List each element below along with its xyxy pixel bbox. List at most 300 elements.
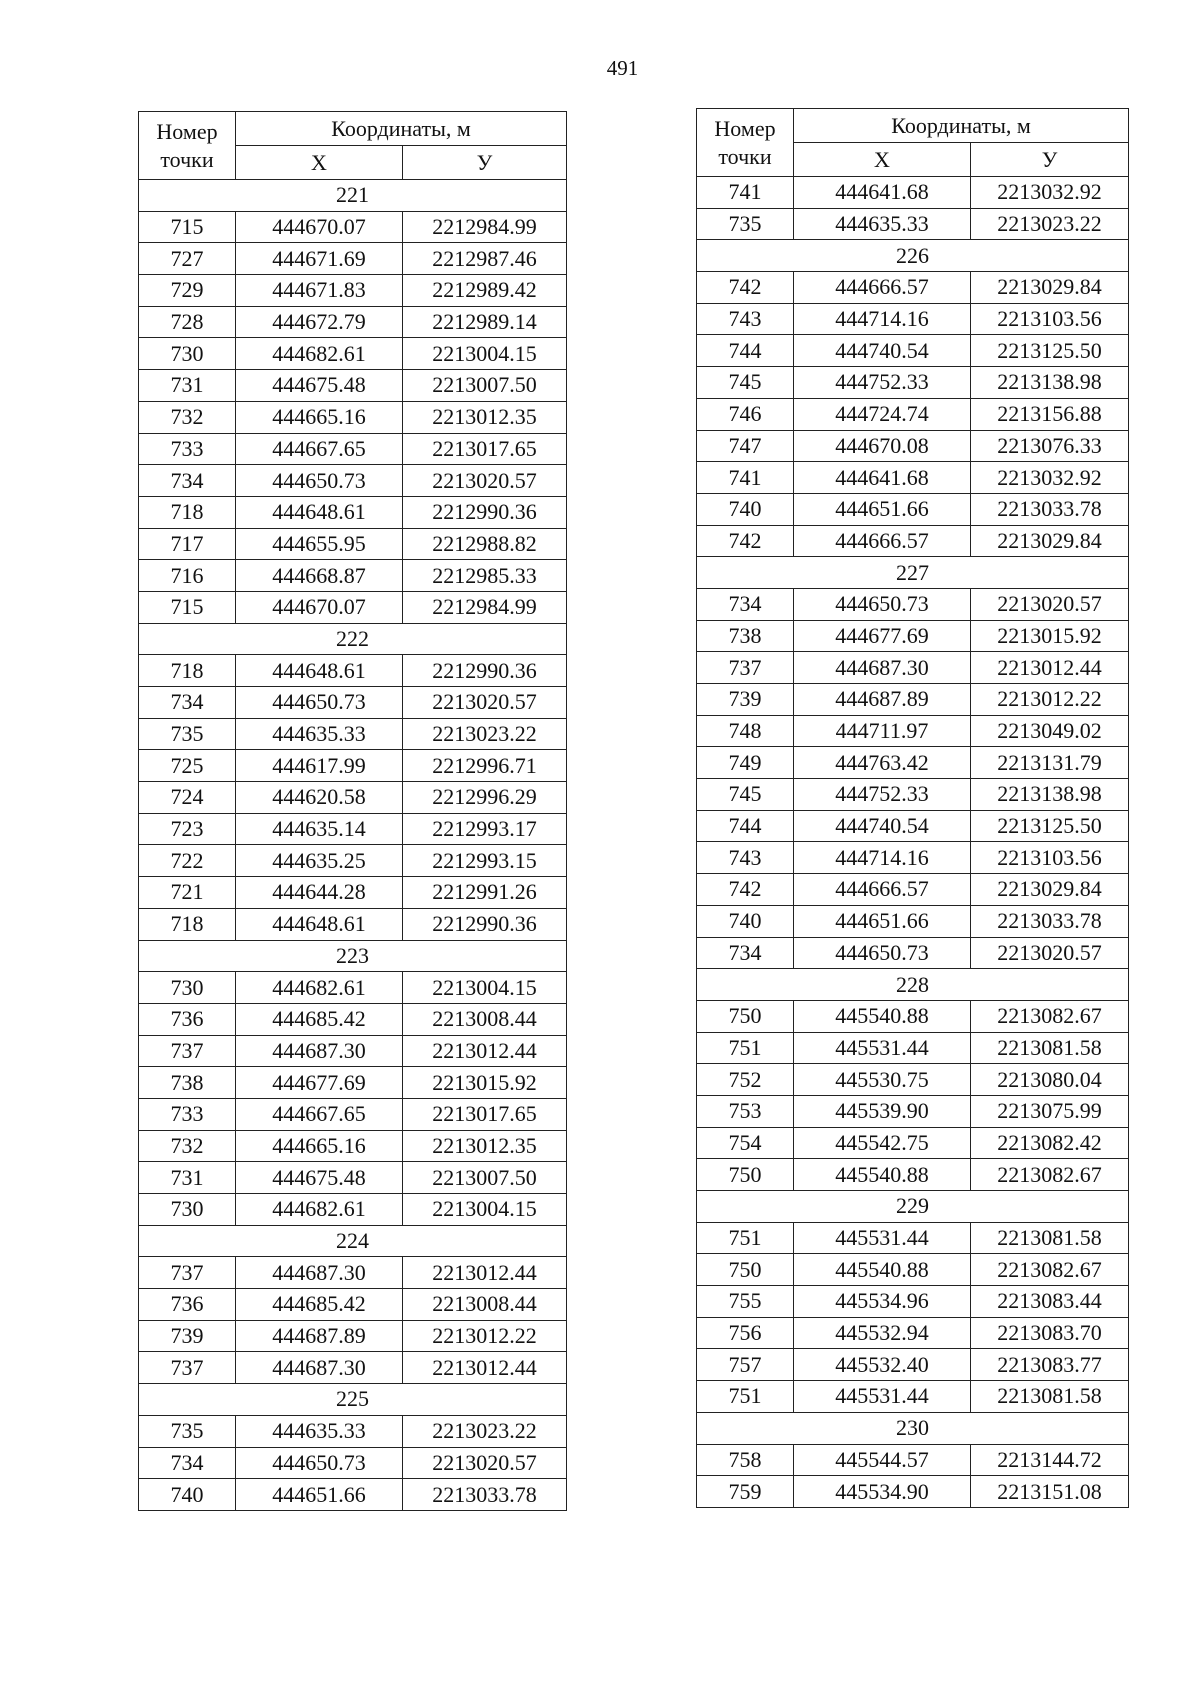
x-coordinate-cell: 444648.61	[236, 496, 403, 528]
y-coordinate-cell: 2213004.15	[403, 972, 567, 1004]
table-row	[697, 1159, 1129, 1191]
section-number: 228	[697, 969, 1129, 1001]
table-row	[139, 1257, 567, 1289]
y-coordinate-cell: 2213012.44	[403, 1257, 567, 1289]
point-number-cell: 748	[697, 715, 794, 747]
y-coordinate-cell: 2213033.78	[971, 905, 1129, 937]
point-number-cell: 723	[139, 813, 236, 845]
table-row	[139, 211, 567, 243]
table-row	[697, 810, 1129, 842]
table-row	[697, 1222, 1129, 1254]
y-coordinate-cell: 2212989.14	[403, 306, 567, 338]
x-coordinate-cell: 445532.40	[794, 1349, 971, 1381]
x-coordinate-cell: 445540.88	[794, 1000, 971, 1032]
y-coordinate-cell: 2213083.77	[971, 1349, 1129, 1381]
table-row	[697, 779, 1129, 811]
x-coordinate-cell: 444687.30	[236, 1257, 403, 1289]
point-number-cell: 741	[697, 177, 794, 209]
x-coordinate-cell: 444752.33	[794, 367, 971, 399]
y-coordinate-cell: 2212993.15	[403, 845, 567, 877]
y-coordinate-cell: 2213082.67	[971, 1254, 1129, 1286]
x-coordinate-cell: 444650.73	[236, 465, 403, 497]
point-number-cell: 746	[697, 398, 794, 430]
y-coordinate-cell: 2213012.22	[403, 1320, 567, 1352]
y-coordinate-cell: 2213020.57	[403, 465, 567, 497]
table-row	[697, 937, 1129, 969]
x-coordinate-cell: 444724.74	[794, 398, 971, 430]
y-coordinate-cell: 2213076.33	[971, 430, 1129, 462]
section-row	[697, 557, 1129, 589]
point-number-cell: 757	[697, 1349, 794, 1381]
point-number-cell: 751	[697, 1381, 794, 1413]
table-row	[697, 588, 1129, 620]
x-coordinate-cell: 444671.69	[236, 243, 403, 275]
x-coordinate-cell: 444665.16	[236, 1130, 403, 1162]
table-row	[697, 620, 1129, 652]
table-row	[697, 335, 1129, 367]
y-coordinate-cell: 2212991.26	[403, 877, 567, 909]
x-coordinate-cell: 444671.83	[236, 275, 403, 307]
table-row	[697, 272, 1129, 304]
table-row	[697, 1317, 1129, 1349]
table-row	[697, 525, 1129, 557]
point-number-cell: 750	[697, 1000, 794, 1032]
section-row	[697, 1191, 1129, 1223]
point-number-cell: 732	[139, 1130, 236, 1162]
y-coordinate-cell: 2213103.56	[971, 842, 1129, 874]
point-number-cell: 732	[139, 401, 236, 433]
table-row	[697, 493, 1129, 525]
y-coordinate-cell: 2213082.42	[971, 1127, 1129, 1159]
x-coordinate-cell: 444617.99	[236, 750, 403, 782]
point-number-cell: 718	[139, 655, 236, 687]
x-coordinate-cell: 444667.65	[236, 433, 403, 465]
x-coordinate-cell: 445530.75	[794, 1064, 971, 1096]
point-number-cell: 737	[139, 1035, 236, 1067]
y-coordinate-cell: 2213151.08	[971, 1476, 1129, 1508]
section-number: 223	[139, 940, 567, 972]
y-coordinate-cell: 2213007.50	[403, 1162, 567, 1194]
point-number-cell: 747	[697, 430, 794, 462]
y-column-header: У	[971, 143, 1129, 177]
y-coordinate-cell: 2213020.57	[971, 588, 1129, 620]
table-row	[697, 715, 1129, 747]
table-row	[697, 874, 1129, 906]
x-coordinate-cell: 444687.30	[794, 652, 971, 684]
table-row	[139, 1320, 567, 1352]
table-row	[139, 496, 567, 528]
table-row	[139, 750, 567, 782]
table-row	[697, 1254, 1129, 1286]
point-number-cell: 735	[697, 208, 794, 240]
point-number-cell: 718	[139, 908, 236, 940]
table-row	[697, 430, 1129, 462]
point-number-cell: 736	[139, 1289, 236, 1321]
y-coordinate-cell: 2213023.22	[971, 208, 1129, 240]
x-coordinate-cell: 444682.61	[236, 972, 403, 1004]
x-coordinate-cell: 445542.75	[794, 1127, 971, 1159]
point-number-cell: 730	[139, 1194, 236, 1226]
table-row	[697, 367, 1129, 399]
y-coordinate-cell: 2213032.92	[971, 177, 1129, 209]
section-row	[139, 1225, 567, 1257]
section-number: 229	[697, 1191, 1129, 1223]
x-coordinate-cell: 445531.44	[794, 1032, 971, 1064]
table-row	[139, 1003, 567, 1035]
table-row	[139, 655, 567, 687]
y-coordinate-cell: 2212989.42	[403, 275, 567, 307]
point-number-cell: 735	[139, 718, 236, 750]
coordinates-header: Координаты, м	[236, 112, 567, 146]
table-row	[139, 845, 567, 877]
y-coordinate-cell: 2212993.17	[403, 813, 567, 845]
point-number-cell: 715	[139, 211, 236, 243]
table-row	[139, 401, 567, 433]
point-number-cell: 738	[697, 620, 794, 652]
table-row	[139, 1130, 567, 1162]
point-number-cell: 734	[697, 937, 794, 969]
table-row	[139, 338, 567, 370]
table-row	[139, 528, 567, 560]
x-coordinate-cell: 444687.30	[236, 1352, 403, 1384]
x-coordinate-cell: 444666.57	[794, 874, 971, 906]
point-number-cell: 725	[139, 750, 236, 782]
y-coordinate-cell: 2213081.58	[971, 1222, 1129, 1254]
y-coordinate-cell: 2213023.22	[403, 718, 567, 750]
x-coordinate-cell: 444666.57	[794, 525, 971, 557]
y-coordinate-cell: 2213049.02	[971, 715, 1129, 747]
y-coordinate-cell: 2212988.82	[403, 528, 567, 560]
section-number: 227	[697, 557, 1129, 589]
y-coordinate-cell: 2213138.98	[971, 779, 1129, 811]
x-coordinate-cell: 444635.25	[236, 845, 403, 877]
y-coordinate-cell: 2213029.84	[971, 272, 1129, 304]
y-coordinate-cell: 2213083.70	[971, 1317, 1129, 1349]
y-coordinate-cell: 2213033.78	[971, 493, 1129, 525]
table-row	[697, 177, 1129, 209]
x-coordinate-cell: 444666.57	[794, 272, 971, 304]
x-coordinate-cell: 445534.90	[794, 1476, 971, 1508]
table-row	[697, 842, 1129, 874]
x-coordinate-cell: 444687.89	[794, 684, 971, 716]
point-number-cell: 734	[697, 588, 794, 620]
x-coordinate-cell: 444665.16	[236, 401, 403, 433]
x-coordinate-cell: 445539.90	[794, 1095, 971, 1127]
table-row	[139, 1352, 567, 1384]
x-coordinate-cell: 444650.73	[794, 588, 971, 620]
point-number-cell: 751	[697, 1032, 794, 1064]
section-number: 225	[139, 1384, 567, 1416]
point-number-cell: 755	[697, 1286, 794, 1318]
y-coordinate-cell: 2212985.33	[403, 560, 567, 592]
y-coordinate-cell: 2213081.58	[971, 1381, 1129, 1413]
y-coordinate-cell: 2213017.65	[403, 433, 567, 465]
x-coordinate-cell: 444644.28	[236, 877, 403, 909]
table-row	[697, 684, 1129, 716]
x-coordinate-cell: 444635.33	[794, 208, 971, 240]
point-number-cell: 734	[139, 1447, 236, 1479]
y-coordinate-cell: 2213012.44	[403, 1352, 567, 1384]
y-coordinate-cell: 2213144.72	[971, 1444, 1129, 1476]
y-coordinate-cell: 2213020.57	[403, 1447, 567, 1479]
y-coordinate-cell: 2213080.04	[971, 1064, 1129, 1096]
x-coordinate-cell: 444752.33	[794, 779, 971, 811]
y-coordinate-cell: 2212984.99	[403, 591, 567, 623]
point-number-cell: 752	[697, 1064, 794, 1096]
y-coordinate-cell: 2213138.98	[971, 367, 1129, 399]
table-row	[697, 1381, 1129, 1413]
x-column-header: X	[794, 143, 971, 177]
y-coordinate-cell: 2213156.88	[971, 398, 1129, 430]
point-number-header	[697, 109, 794, 177]
point-number-cell: 737	[139, 1257, 236, 1289]
y-coordinate-cell: 2213020.57	[403, 687, 567, 719]
y-coordinate-cell: 2213103.56	[971, 303, 1129, 335]
y-coordinate-cell: 2213020.57	[971, 937, 1129, 969]
x-coordinate-cell: 445540.88	[794, 1254, 971, 1286]
point-number-cell: 741	[697, 462, 794, 494]
y-coordinate-cell: 2212987.46	[403, 243, 567, 275]
point-number-header	[139, 112, 236, 180]
section-number: 221	[139, 180, 567, 212]
y-coordinate-cell: 2213083.44	[971, 1286, 1129, 1318]
table-row	[697, 1349, 1129, 1381]
x-coordinate-cell: 444714.16	[794, 303, 971, 335]
point-number-cell: 739	[697, 684, 794, 716]
table-row	[139, 782, 567, 814]
table-row	[139, 1415, 567, 1447]
section-number: 222	[139, 623, 567, 655]
point-number-cell: 745	[697, 367, 794, 399]
y-coordinate-cell: 2213032.92	[971, 462, 1129, 494]
y-coordinate-cell: 2213125.50	[971, 335, 1129, 367]
x-coordinate-cell: 444675.48	[236, 370, 403, 402]
table-row	[139, 1479, 567, 1511]
x-coordinate-cell: 444714.16	[794, 842, 971, 874]
point-number-cell: 738	[139, 1067, 236, 1099]
point-number-cell: 734	[139, 687, 236, 719]
point-number-header-text: Номер точки	[156, 118, 218, 172]
x-coordinate-cell: 444635.33	[236, 1415, 403, 1447]
x-coordinate-cell: 445534.96	[794, 1286, 971, 1318]
point-number-cell: 721	[139, 877, 236, 909]
x-coordinate-cell: 444677.69	[794, 620, 971, 652]
y-coordinate-cell: 2213008.44	[403, 1289, 567, 1321]
table-row	[139, 1098, 567, 1130]
point-number-cell: 743	[697, 842, 794, 874]
x-coordinate-cell: 444740.54	[794, 810, 971, 842]
table-row	[139, 1289, 567, 1321]
x-coordinate-cell: 445531.44	[794, 1222, 971, 1254]
table-row	[697, 1064, 1129, 1096]
table-row	[139, 433, 567, 465]
table-row	[697, 462, 1129, 494]
table-row	[139, 275, 567, 307]
point-number-cell: 743	[697, 303, 794, 335]
table-row	[139, 877, 567, 909]
x-coordinate-cell: 444685.42	[236, 1003, 403, 1035]
table-row	[139, 560, 567, 592]
point-number-header-text: Номер точки	[714, 115, 776, 169]
y-coordinate-cell: 2213029.84	[971, 525, 1129, 557]
x-coordinate-cell: 444650.73	[794, 937, 971, 969]
section-number: 230	[697, 1412, 1129, 1444]
section-row	[139, 180, 567, 212]
x-coordinate-cell: 444648.61	[236, 908, 403, 940]
x-coordinate-cell: 444620.58	[236, 782, 403, 814]
table-row	[139, 687, 567, 719]
section-row	[697, 969, 1129, 1001]
x-coordinate-cell: 444670.07	[236, 211, 403, 243]
point-number-cell: 722	[139, 845, 236, 877]
x-coordinate-cell: 444682.61	[236, 338, 403, 370]
point-number-cell: 731	[139, 370, 236, 402]
point-number-cell: 729	[139, 275, 236, 307]
y-coordinate-cell: 2213004.15	[403, 338, 567, 370]
point-number-cell: 715	[139, 591, 236, 623]
point-number-cell: 735	[139, 1415, 236, 1447]
x-coordinate-cell: 444685.42	[236, 1289, 403, 1321]
section-number: 226	[697, 240, 1129, 272]
y-coordinate-cell: 2212996.71	[403, 750, 567, 782]
table-row	[139, 813, 567, 845]
point-number-cell: 740	[139, 1479, 236, 1511]
section-row	[139, 1384, 567, 1416]
y-coordinate-cell: 2212984.99	[403, 211, 567, 243]
table-row	[139, 370, 567, 402]
x-coordinate-cell: 444670.07	[236, 591, 403, 623]
coordinates-table-left	[138, 111, 567, 1511]
point-number-cell: 718	[139, 496, 236, 528]
x-coordinate-cell: 444651.66	[794, 905, 971, 937]
y-coordinate-cell: 2212996.29	[403, 782, 567, 814]
table-row	[139, 1194, 567, 1226]
x-coordinate-cell: 444668.87	[236, 560, 403, 592]
x-coordinate-cell: 444682.61	[236, 1194, 403, 1226]
point-number-cell: 716	[139, 560, 236, 592]
x-coordinate-cell: 444740.54	[794, 335, 971, 367]
point-number-cell: 742	[697, 272, 794, 304]
x-coordinate-cell: 445544.57	[794, 1444, 971, 1476]
table-row	[139, 465, 567, 497]
table-row	[697, 652, 1129, 684]
table-row	[139, 1035, 567, 1067]
x-coordinate-cell: 444672.79	[236, 306, 403, 338]
point-number-cell: 731	[139, 1162, 236, 1194]
coordinates-header: Координаты, м	[794, 109, 1129, 143]
x-coordinate-cell: 444667.65	[236, 1098, 403, 1130]
x-coordinate-cell: 444635.33	[236, 718, 403, 750]
x-coordinate-cell: 444651.66	[236, 1479, 403, 1511]
table-row	[139, 1162, 567, 1194]
point-number-cell: 739	[139, 1320, 236, 1352]
x-coordinate-cell: 444648.61	[236, 655, 403, 687]
table-row	[697, 208, 1129, 240]
table-row	[697, 398, 1129, 430]
x-coordinate-cell: 444711.97	[794, 715, 971, 747]
y-coordinate-cell: 2213131.79	[971, 747, 1129, 779]
x-coordinate-cell: 444641.68	[794, 462, 971, 494]
x-coordinate-cell: 444635.14	[236, 813, 403, 845]
table-row	[697, 1476, 1129, 1508]
table-row	[139, 1067, 567, 1099]
point-number-cell: 733	[139, 433, 236, 465]
table-row	[139, 972, 567, 1004]
x-coordinate-cell: 444763.42	[794, 747, 971, 779]
point-number-cell: 730	[139, 972, 236, 1004]
table-row	[139, 591, 567, 623]
x-coordinate-cell: 445532.94	[794, 1317, 971, 1349]
point-number-cell: 717	[139, 528, 236, 560]
y-coordinate-cell: 2213017.65	[403, 1098, 567, 1130]
y-coordinate-cell: 2213012.35	[403, 401, 567, 433]
x-coordinate-cell: 444655.95	[236, 528, 403, 560]
x-coordinate-cell: 444641.68	[794, 177, 971, 209]
y-coordinate-cell: 2213082.67	[971, 1159, 1129, 1191]
y-coordinate-cell: 2213023.22	[403, 1415, 567, 1447]
table-row	[697, 1000, 1129, 1032]
x-coordinate-cell: 445540.88	[794, 1159, 971, 1191]
point-number-cell: 759	[697, 1476, 794, 1508]
y-column-header: У	[403, 146, 567, 180]
point-number-cell: 736	[139, 1003, 236, 1035]
point-number-cell: 733	[139, 1098, 236, 1130]
y-coordinate-cell: 2213029.84	[971, 874, 1129, 906]
y-coordinate-cell: 2212990.36	[403, 908, 567, 940]
y-coordinate-cell: 2213033.78	[403, 1479, 567, 1511]
section-row	[697, 1412, 1129, 1444]
table-row	[139, 908, 567, 940]
x-coordinate-cell: 444650.73	[236, 687, 403, 719]
table-row	[697, 1286, 1129, 1318]
table-row	[697, 1444, 1129, 1476]
point-number-cell: 740	[697, 905, 794, 937]
y-coordinate-cell: 2213125.50	[971, 810, 1129, 842]
x-coordinate-cell: 444670.08	[794, 430, 971, 462]
point-number-cell: 745	[697, 779, 794, 811]
point-number-cell: 730	[139, 338, 236, 370]
x-coordinate-cell: 444675.48	[236, 1162, 403, 1194]
point-number-cell: 737	[139, 1352, 236, 1384]
coordinates-table-right	[696, 108, 1129, 1508]
table-row	[697, 303, 1129, 335]
point-number-cell: 744	[697, 335, 794, 367]
y-coordinate-cell: 2213004.15	[403, 1194, 567, 1226]
table-row	[139, 718, 567, 750]
table-row	[697, 905, 1129, 937]
x-coordinate-cell: 445531.44	[794, 1381, 971, 1413]
y-coordinate-cell: 2213075.99	[971, 1095, 1129, 1127]
section-row	[697, 240, 1129, 272]
y-coordinate-cell: 2213015.92	[971, 620, 1129, 652]
y-coordinate-cell: 2213081.58	[971, 1032, 1129, 1064]
table-row	[139, 1447, 567, 1479]
point-number-cell: 728	[139, 306, 236, 338]
point-number-cell: 751	[697, 1222, 794, 1254]
point-number-cell: 750	[697, 1159, 794, 1191]
point-number-cell: 740	[697, 493, 794, 525]
point-number-cell: 742	[697, 874, 794, 906]
point-number-cell: 742	[697, 525, 794, 557]
x-coordinate-cell: 444677.69	[236, 1067, 403, 1099]
x-coordinate-cell: 444651.66	[794, 493, 971, 525]
y-coordinate-cell: 2213012.22	[971, 684, 1129, 716]
x-coordinate-cell: 444687.89	[236, 1320, 403, 1352]
y-coordinate-cell: 2213012.44	[403, 1035, 567, 1067]
point-number-cell: 749	[697, 747, 794, 779]
y-coordinate-cell: 2213008.44	[403, 1003, 567, 1035]
section-row	[139, 940, 567, 972]
